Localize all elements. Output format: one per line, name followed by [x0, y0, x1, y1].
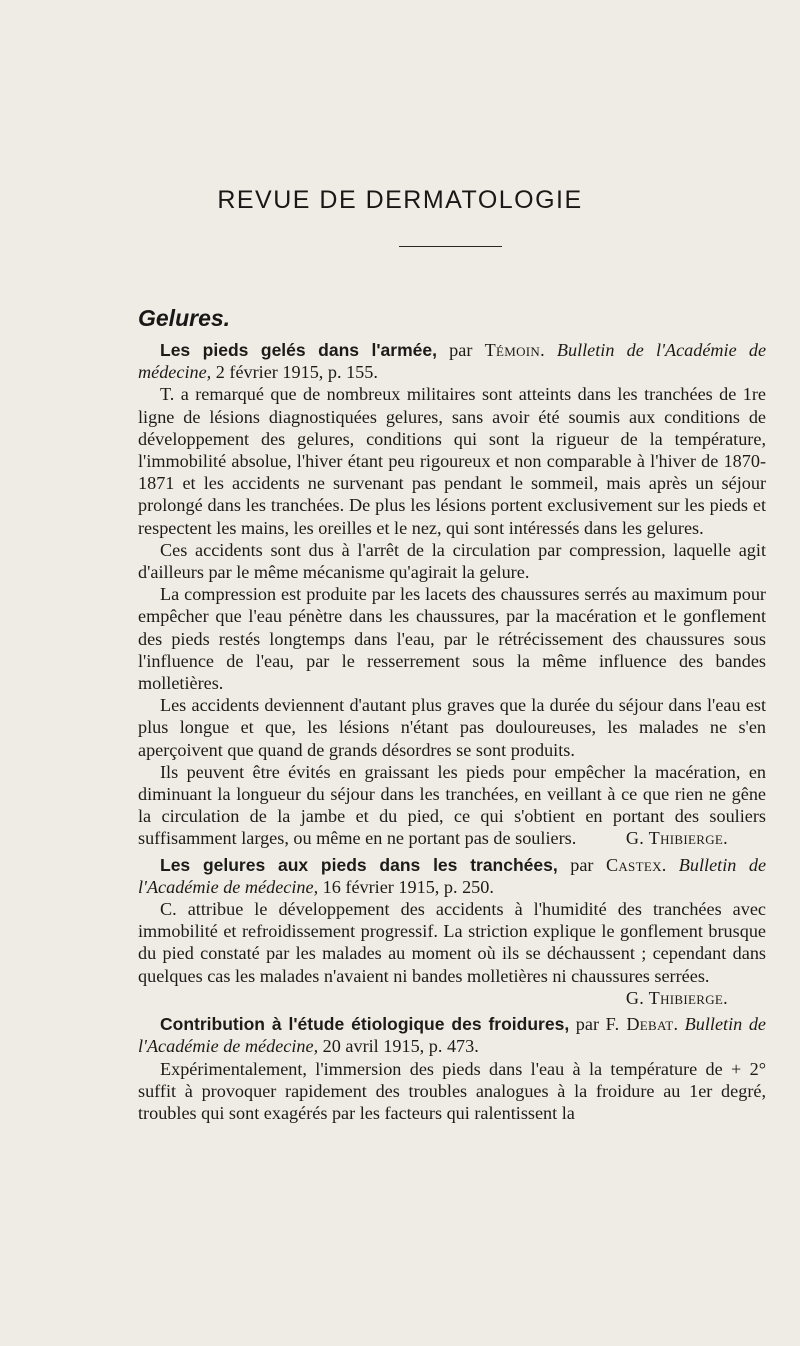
article-citation-rest: 16 février 1915, p. 250.: [322, 876, 494, 897]
article-paragraph: Ils peuvent être évités en graissant les pieds pour empêcher la macération, en diminuant la longueur du séjour dans les tranchées, en veillant à ce que rien ne gêne la circulation de la jambe et du pied, ce qui s'obtient en portant des souliers suffisamment larges, ou même en ne portant pas de souliers.: [138, 761, 766, 849]
article-citation-rest: 2 février 1915, p. 155.: [215, 362, 378, 383]
section-heading: Gelures.: [138, 305, 231, 331]
article-paragraph: La compression est produite par les lacets des chaussures serrés au maximum pour empêcher que l'eau pénètre dans les chaussures, par la macération et le gonflement des pieds restés longtemps dans l'eau, par le rétrécissement des chaussures sous l'influence de l'eau, par le resserrement sous la même influence des bandes molletières.: [138, 584, 766, 694]
article-author: Témoin: [484, 340, 541, 360]
article-header: Les pieds gelés dans l'armée, par Témoin. Bulletin de l'Académie de médecine, 2 février 1915, p. 155.: [138, 340, 767, 383]
article-header: Les gelures aux pieds dans les tranchées, par Castex. Bulletin de l'Académie de médecine, 16 février 1915, p. 250.: [138, 854, 767, 897]
article-signature: G. Thibierge.: [625, 987, 728, 1008]
title-divider: [399, 246, 502, 247]
article-citation-rest: 20 avril 1915, p. 473.: [322, 1036, 479, 1057]
article-par: par: [570, 854, 594, 875]
article-final-paragraph: [138, 761, 766, 850]
article-citation-journal: Bulletin de l'Académie de médecine,: [138, 1014, 766, 1057]
article-par: par: [575, 1014, 600, 1035]
journal-title: REVUE DE DERMATOLOGIE: [217, 186, 583, 214]
article-paragraph: Les accidents deviennent d'autant plus graves que la durée du séjour dans l'eau est plus longue et que, les lésions n'étant pas douloureuses, les malades ne s'en aperçoivent que quand de grands désordres se sont produits.: [138, 695, 766, 760]
article-author: Castex: [605, 854, 662, 875]
article-paragraph: C. attribue le développement des accidents à l'humidité des tranchées avec immobilité et refroidissement progressif. La striction explique le gonflement brusque du pied constaté par les malades au moment où ils se déchaussent ; cependant dans quelques cas les malades n'avaient ni bandes molletières ni chaussures serrées.: [138, 899, 766, 986]
article-author: F. Debat: [605, 1014, 674, 1035]
article-par: par: [449, 340, 473, 360]
article-paragraph: Expérimentalement, l'immersion des pieds dans l'eau à la température de + 2° suffit à provoquer rapidement des troubles analogues à la froidure au 1er degré, troubles qui sont exagérés par les facteurs qui ralentissent la: [138, 1058, 766, 1123]
article-paragraph: Ces accidents sont dus à l'arrêt de la circulation par compression, laquelle agit d'ailleurs par le même mécanisme qu'agirait la gelure.: [138, 539, 766, 583]
article-title: Les pieds gelés dans l'armée,: [160, 340, 437, 360]
article-citation-journal: Bulletin de l'Académie de médecine,: [138, 854, 767, 897]
article-title: Les gelures aux pieds dans les tranchées,: [160, 854, 558, 875]
article-paragraph: T. a remarqué que de nombreux militaires sont atteints dans les tranchées de 1re ligne de lésions diagnostiquées gelures, sans avoir été soumis aux conditions de développement des gelures, conditions qui sont la rigueur de la température, l'immobilité absolue, l'hiver étant peu rigoureux et non comparable à l'hiver de 1870-1871 et les accidents ne survenant pas pendant le sommeil, mais après un séjour prolongé dans les tranchées. De plus les lésions portent exclusivement sur les pieds et respectent les mains, les oreilles et le nez, qui sont intéressés dans les gelures.: [138, 384, 766, 538]
article-header: Contribution à l'étude étiologique des froidures, par F. Debat. Bulletin de l'Académie de médecine, 20 avril 1915, p. 473.: [138, 1014, 766, 1057]
article-final-paragraph: [138, 898, 766, 1009]
article-title: Contribution à l'étude étiologique des froidures,: [160, 1014, 570, 1035]
article-signature: G. Thibierge.: [625, 828, 728, 849]
article-column: [138, 339, 766, 1124]
article-citation-journal: Bulletin de l'Académie de médecine,: [138, 340, 767, 383]
